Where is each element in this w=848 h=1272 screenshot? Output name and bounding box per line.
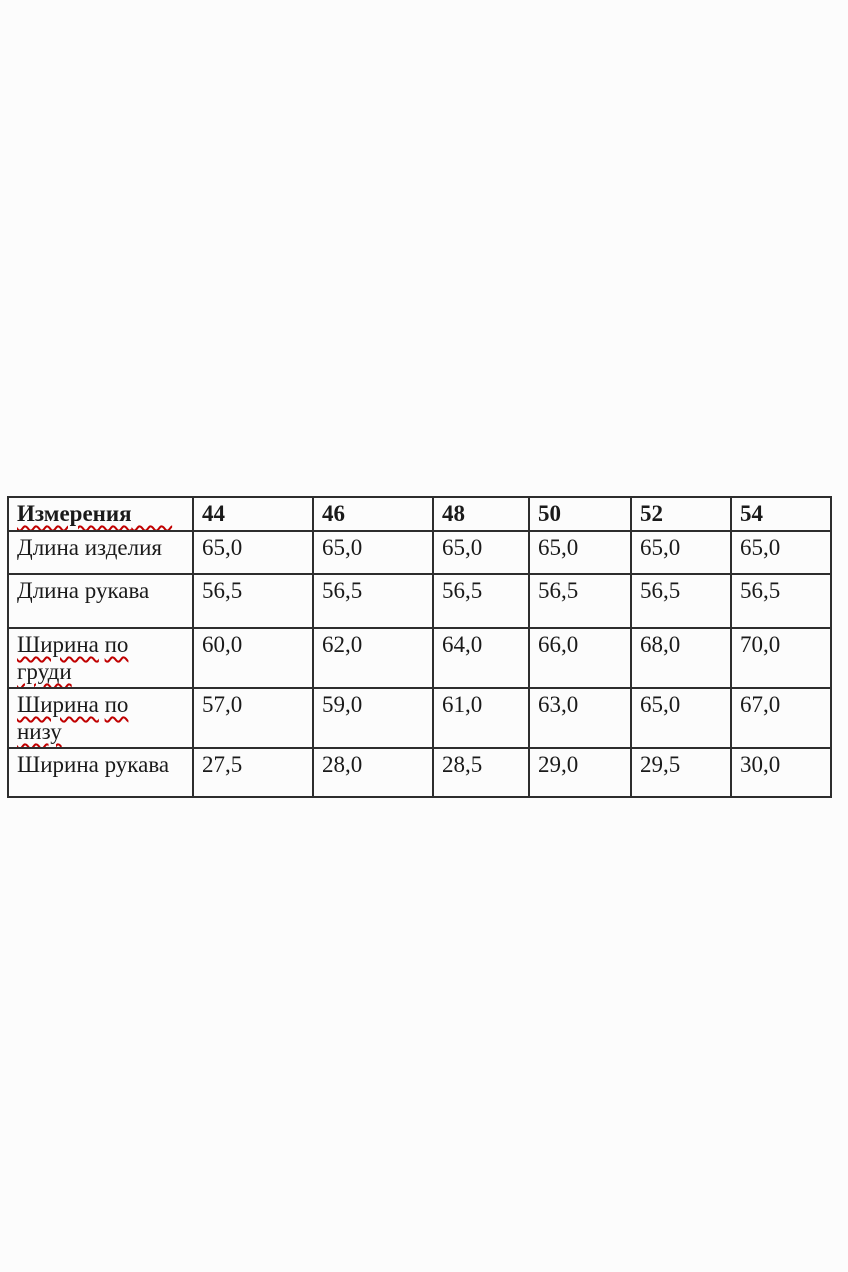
measurement-label-cell (8, 748, 193, 797)
measurement-label-word: низу (17, 719, 62, 744)
table-row (8, 628, 831, 688)
value-cell: 62,0 (313, 628, 433, 688)
size-header-cell: 54 (731, 497, 831, 531)
size-header-cell: 52 (631, 497, 731, 531)
value-cell: 30,0 (731, 748, 831, 797)
value-cell: 28,0 (313, 748, 433, 797)
measurement-label-cell (8, 628, 193, 688)
measurement-label-word: по (104, 632, 129, 657)
value-cell: 64,0 (433, 628, 529, 688)
value-cell: 28,5 (433, 748, 529, 797)
size-chart-body (8, 531, 831, 797)
value-cell: 65,0 (631, 688, 731, 748)
value-cell: 56,5 (731, 574, 831, 628)
size-header-cell: 46 (313, 497, 433, 531)
spellcheck-squiggle-tail (132, 501, 173, 526)
value-cell: 65,0 (731, 531, 831, 574)
table-row (8, 574, 831, 628)
value-cell: 56,5 (193, 574, 313, 628)
value-cell: 66,0 (529, 628, 631, 688)
table-header-row (8, 497, 831, 531)
value-cell: 56,5 (631, 574, 731, 628)
value-cell: 65,0 (631, 531, 731, 574)
measurement-label-word: Ширина рукава (17, 752, 170, 777)
measurements-header-label: Измерения (17, 501, 132, 526)
size-chart-table (7, 496, 832, 798)
value-cell: 57,0 (193, 688, 313, 748)
measurements-header-cell (8, 497, 193, 531)
value-cell: 63,0 (529, 688, 631, 748)
value-cell: 70,0 (731, 628, 831, 688)
value-cell: 56,5 (529, 574, 631, 628)
measurement-label-cell (8, 531, 193, 574)
value-cell: 60,0 (193, 628, 313, 688)
value-cell: 65,0 (433, 531, 529, 574)
measurement-label-word: Длина рукава (17, 578, 150, 603)
value-cell: 67,0 (731, 688, 831, 748)
measurement-label-cell (8, 574, 193, 628)
value-cell: 29,5 (631, 748, 731, 797)
measurement-label-cell (8, 688, 193, 748)
value-cell: 61,0 (433, 688, 529, 748)
value-cell: 56,5 (433, 574, 529, 628)
measurement-label-word: по (104, 692, 129, 717)
measurement-label-word: Длина изделия (17, 535, 162, 560)
value-cell: 65,0 (529, 531, 631, 574)
value-cell: 27,5 (193, 748, 313, 797)
size-header-cell: 44 (193, 497, 313, 531)
table-row (8, 688, 831, 748)
value-cell: 29,0 (529, 748, 631, 797)
table-row (8, 531, 831, 574)
value-cell: 56,5 (313, 574, 433, 628)
measurement-label-word: Ширина (17, 692, 99, 717)
value-cell: 68,0 (631, 628, 731, 688)
measurement-label-word: Ширина (17, 632, 99, 657)
value-cell: 59,0 (313, 688, 433, 748)
measurement-label-word: груди (17, 659, 72, 684)
value-cell: 65,0 (193, 531, 313, 574)
value-cell: 65,0 (313, 531, 433, 574)
table-row (8, 748, 831, 797)
size-header-cell: 50 (529, 497, 631, 531)
size-header-cell: 48 (433, 497, 529, 531)
